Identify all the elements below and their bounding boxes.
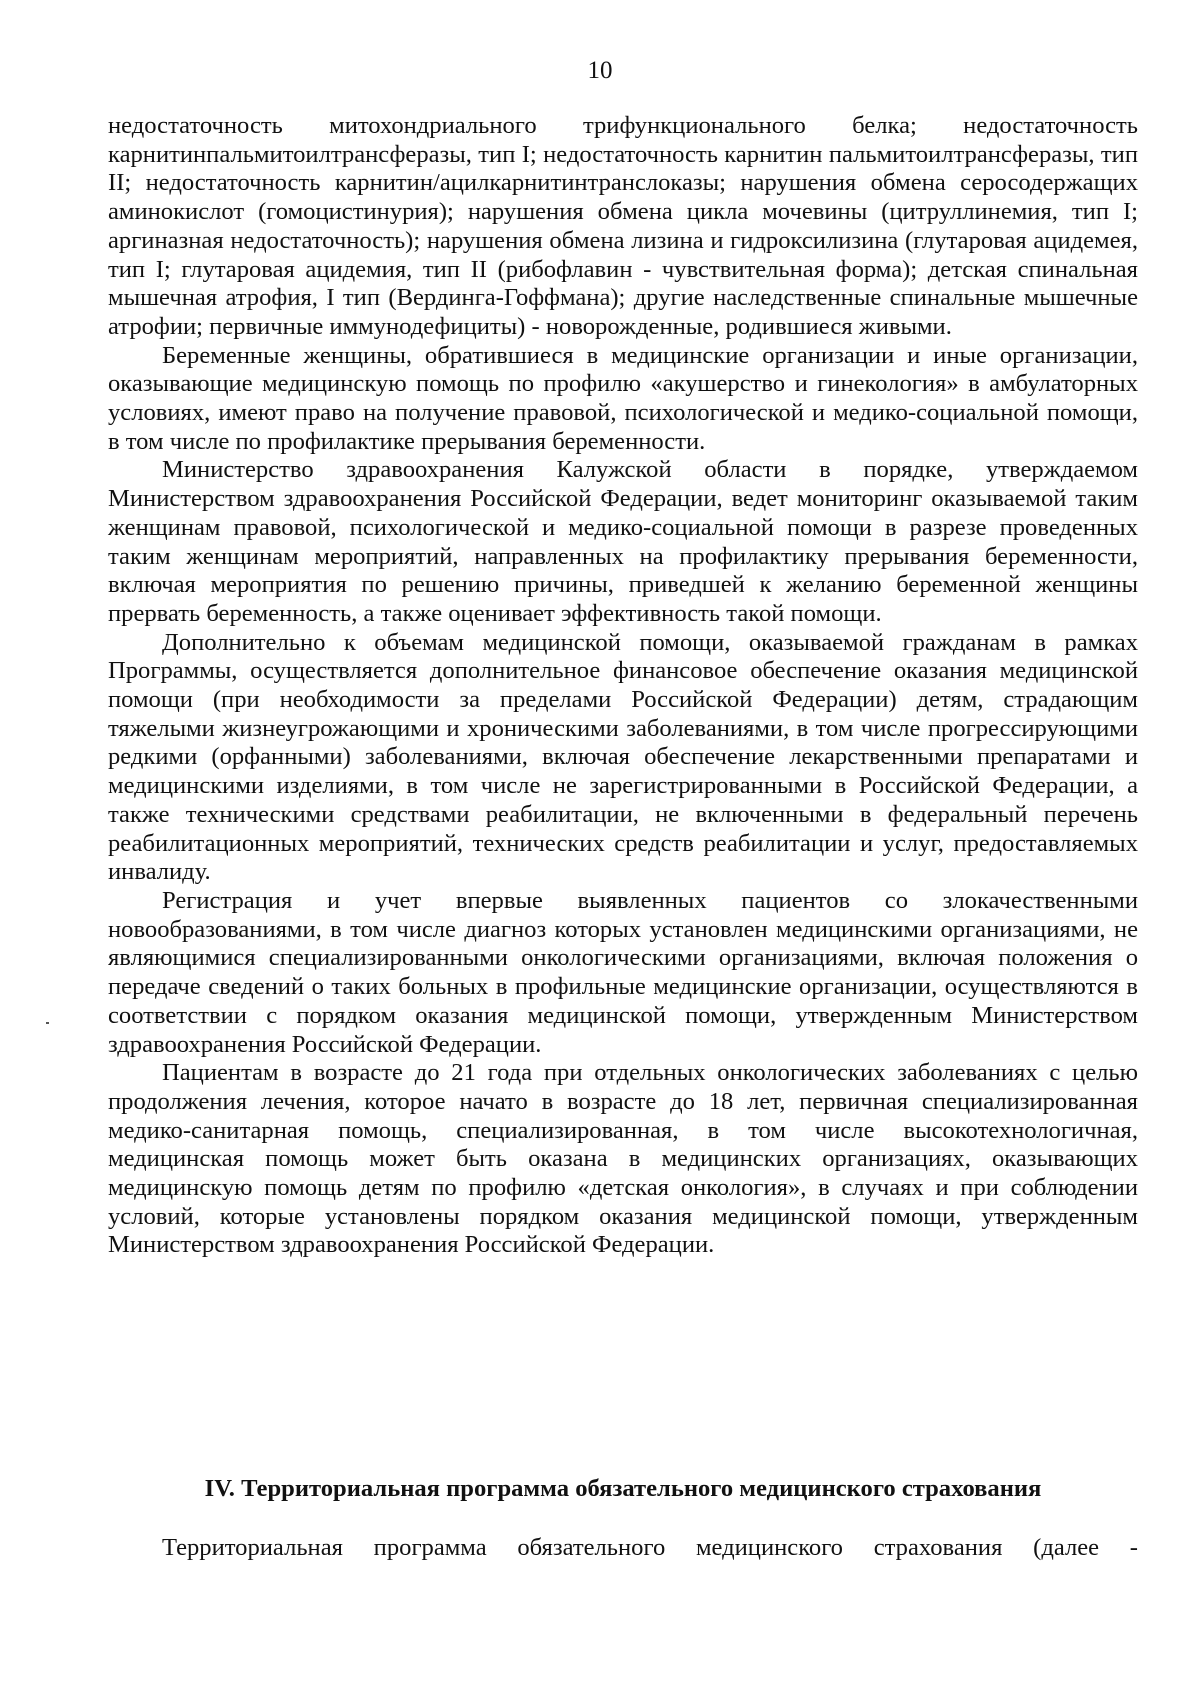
paragraph-disease-list: недостаточность митохондриального трифункционального белка; недостаточность карнитинпальмитоилтрансферазы, тип I; недостаточность карнитин пальмитоилтрансферазы, тип II; недостаточность карнитин/ацилкарнитинтранслоказы; нарушения обмена серосодержащих аминокислот (гомоцистинурия); нарушения обмена цикла мочевины (цитруллинемия, тип I; аргиназная недостаточность); нарушения обмена лизина и гидроксилизина (глутаровая ацидемея, тип I; глутаровая ацидемия, тип II (рибофлавин - чувствительная форма); детская спинальная мышечная атрофия, I тип (Вердинга-Гоффмана); другие наследственные спинальные мышечные атрофии; первичные иммунодефициты) - новорожденные, родившиеся живыми. (108, 112, 1138, 340)
paragraph-additional-funding: Дополнительно к объемам медицинской помощи, оказываемой гражданам в рамках Программы, осуществляется дополнительное финансовое обеспечение оказания медицинской помощи (при необходимости за пределами Российской Федерации) детям, страдающим тяжелыми жизнеугрожающими и хроническими заболеваниями, в том числе прогрессирующими редкими (орфанными) заболеваниями, включая обеспечение лекарственными препаратами и медицинскими изделиями, в том числе не зарегистрированными в Российской Федерации, а также техническими средствами реабилитации, не включенными в федеральный перечень реабилитационных мероприятий, технических средств реабилитации и услуг, предоставляемых инвалиду. (108, 628, 1138, 886)
scan-margin-mark (46, 1022, 49, 1024)
paragraph-ministry-monitoring: Министерство здравоохранения Калужской области в порядке, утверждаемом Министерством здравоохранения Российской Федерации, ведет мониторинг оказываемой таким женщинам правовой, психологической и медико-социальной помощи в разрезе проведенных таким женщинам мероприятий, направленных на профилактику прерывания беременности, включая мероприятия по решению причины, приведшей к желанию беременной женщины прервать беременность, а также оценивает эффективность такой помощи. (108, 456, 1138, 627)
paragraph-patients-under-21: Пациентам в возрасте до 21 года при отдельных онкологических заболеваниях с целью продолжения лечения, которое начато в возрасте до 18 лет, первичная специализированная медико-санитарная помощь, специализированная, в том числе высокотехнологичная, медицинская помощь может быть оказана в медицинских организациях, оказывающих медицинскую помощь детям по профилю «детская онкология», в случаях и при соблюдении условий, которые установлены порядком оказания медицинской помощи, утвержденным Министерством здравоохранения Российской Федерации. (108, 1059, 1138, 1259)
section-heading: IV. Территориальная программа обязательного медицинского страхования (204, 1475, 1042, 1502)
body-text (108, 112, 1138, 1260)
page-number: 10 (587, 57, 613, 84)
paragraph-pregnant-women: Беременные женщины, обратившиеся в медицинские организации и иные организации, оказывающие медицинскую помощь по профилю «акушерство и гинекология» в амбулаторных условиях, имеют право на получение правовой, психологической и медико-социальной помощи, в том числе по профилактике прерывания беременности. (108, 341, 1138, 455)
section-first-line: Территориальная программа обязательного медицинского страхования (далее - (162, 1534, 1138, 1561)
paragraph-oncology-registration: Регистрация и учет впервые выявленных пациентов со злокачественными новообразованиями, в том числе диагноз которых установлен медицинскими организациями, не являющимися специализированными онкологическими организациями, включая положения о передаче сведений о таких больных в профильные медицинские организации, осуществляются в соответствии с порядком оказания медицинской помощи, утвержденным Министерством здравоохранения Российской Федерации. (108, 886, 1138, 1058)
